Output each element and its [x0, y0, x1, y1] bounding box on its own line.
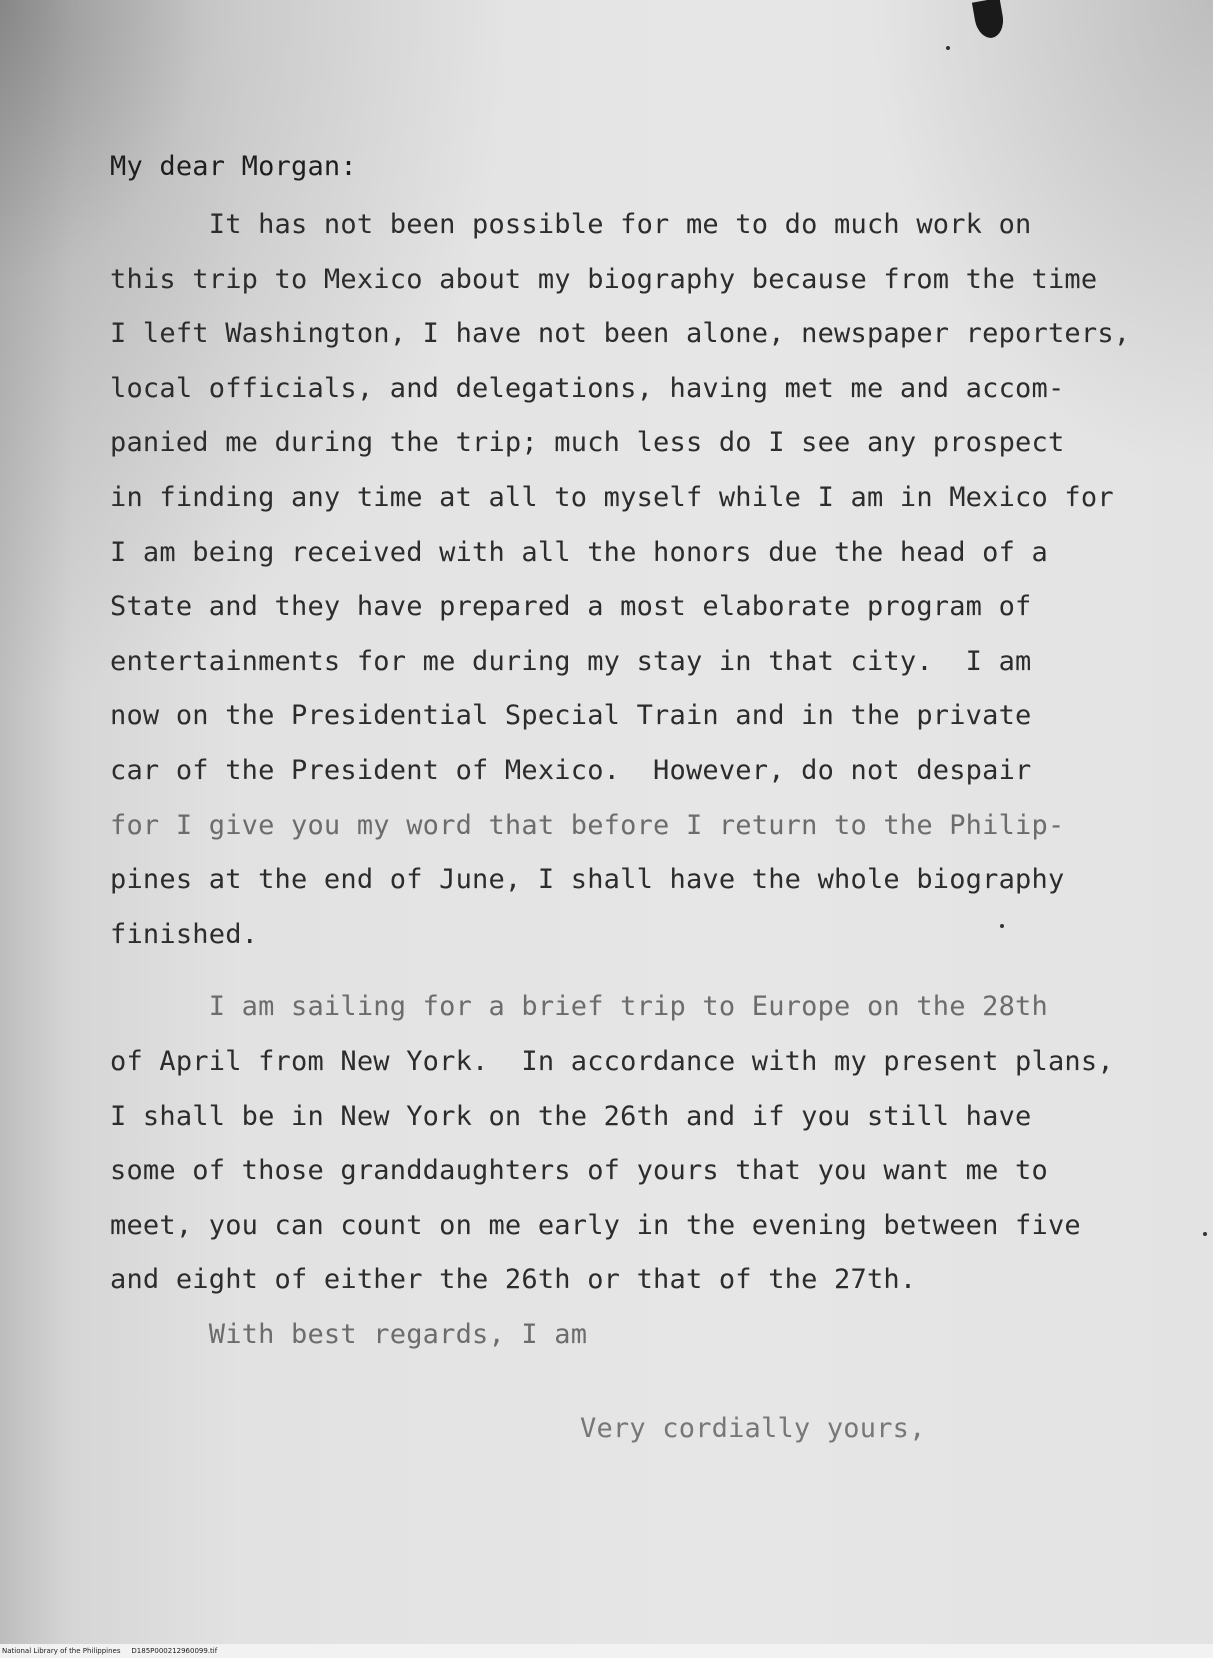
text-line: now on the Presidential Special Train and in the private [110, 700, 1032, 732]
salutation: My dear Morgan: [110, 151, 357, 182]
paragraph-1 [110, 198, 1180, 962]
text-line: panied me during the trip; much less do I see any prospect [110, 427, 1065, 459]
text-line: local officials, and delegations, having met me and accom- [110, 372, 1065, 404]
footer-file: D185P000212960099.tif [131, 1647, 218, 1655]
text-line: It has not been possible for me to do much work on [110, 209, 1032, 240]
text-line: meet, you can count on me early in the evening between five [110, 1209, 1081, 1241]
text-line: finished. [110, 918, 259, 950]
ink-speck [946, 46, 950, 50]
text-line: in finding any time at all to myself while I am in Mexico for [110, 481, 1114, 513]
footer-library: National Library of the Philippines [2, 1647, 121, 1655]
ink-speck [1203, 1232, 1207, 1236]
text-line: and eight of either the 26th or that of the 27th. [110, 1264, 917, 1296]
text-line: I am being received with all the honors due the head of a [110, 536, 1048, 568]
ink-blot [972, 0, 1006, 40]
closing-line: Very cordially yours, [580, 1413, 926, 1445]
text-line: I am sailing for a brief trip to Europe on the 28th [110, 991, 1048, 1023]
text-line: pines at the end of June, I shall have the whole biography [110, 864, 1065, 896]
paragraph-gap [110, 962, 1180, 980]
text-line: entertainments for me during my stay in that city. I am [110, 645, 1032, 677]
letter-body [110, 148, 1180, 1457]
text-line: State and they have prepared a most elaborate program of [110, 591, 1032, 623]
text-line: some of those granddaughters of yours that you want me to [110, 1155, 1048, 1187]
text-line: of April from New York. In accordance with my present plans, [110, 1045, 1114, 1077]
text-line: I left Washington, I have not been alone, newspaper reporters, [110, 318, 1131, 350]
text-line: for I give you my word that before I return to the Philip- [110, 809, 1065, 841]
text-line: I shall be in New York on the 26th and if you still have [110, 1100, 1032, 1132]
regards-line: With best regards, I am [110, 1318, 588, 1350]
archive-footer [0, 1644, 1213, 1658]
paragraph-2 [110, 980, 1180, 1308]
text-line: car of the President of Mexico. However, do not despair [110, 754, 1032, 786]
text-line: this trip to Mexico about my biography because from the time [110, 263, 1098, 295]
